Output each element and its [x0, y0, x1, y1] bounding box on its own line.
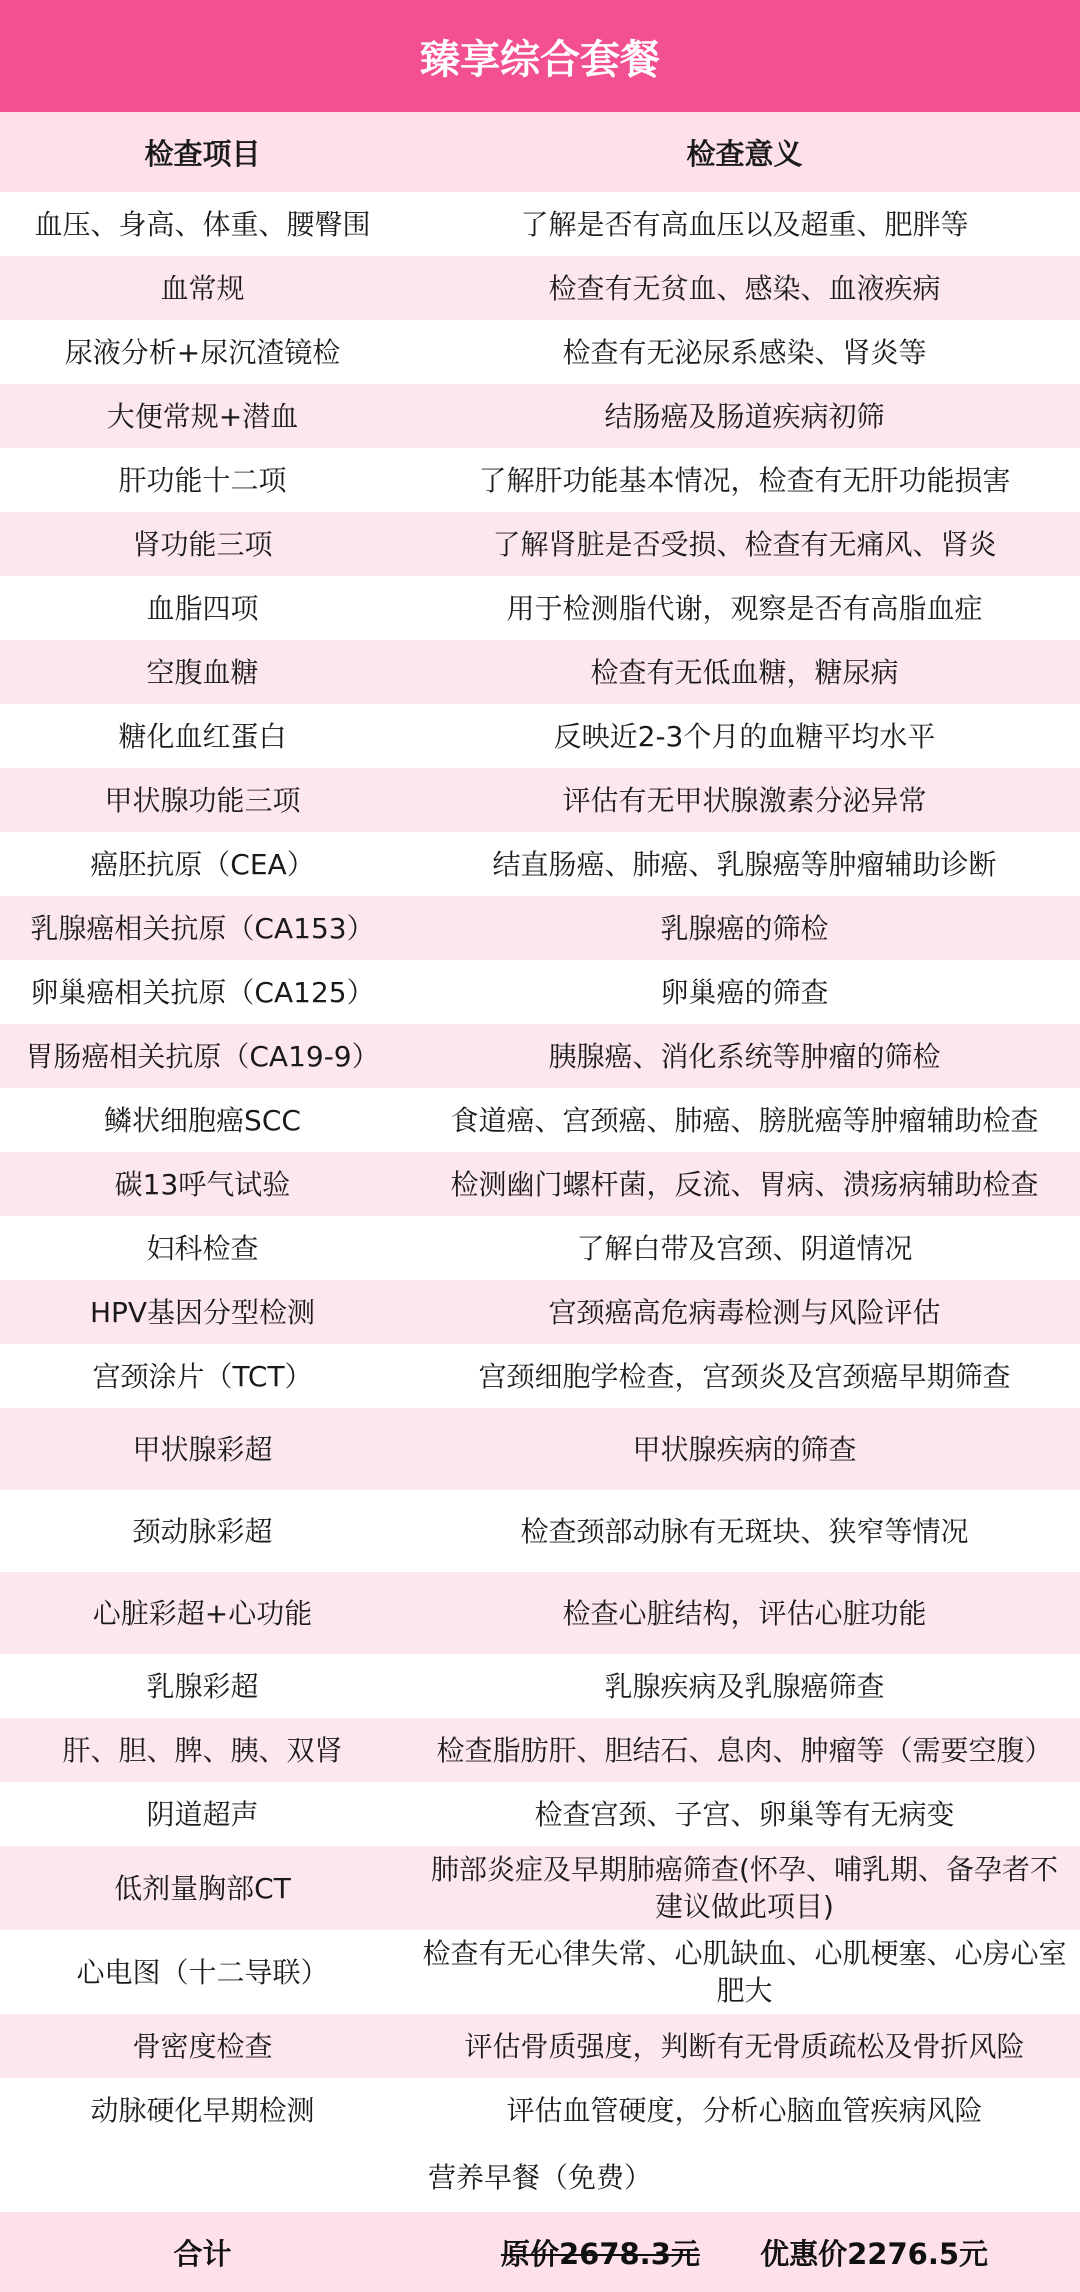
row-item: 空腹血糖	[146, 655, 259, 689]
table-row	[0, 1572, 1080, 1654]
row-meaning: 卵巢癌的筛查	[660, 975, 829, 1009]
table-row	[0, 1280, 1080, 1344]
table-header	[0, 112, 1080, 192]
table-row	[0, 1152, 1080, 1216]
row-meaning: 宫颈癌高危病毒检测与风险评估	[548, 1295, 941, 1329]
row-meaning: 评估骨质强度，判断有无骨质疏松及骨折风险	[464, 2029, 1025, 2063]
row-item: 宫颈涂片（TCT）	[92, 1359, 313, 1393]
table-row	[0, 576, 1080, 640]
row-meaning: 结直肠癌、肺癌、乳腺癌等肿瘤辅助诊断	[492, 847, 997, 881]
row-meaning: 评估有无甲状腺激素分泌异常	[562, 783, 927, 817]
row-meaning: 结肠癌及肠道疾病初筛	[604, 399, 885, 433]
row-meaning: 检查心脏结构，评估心脏功能	[562, 1596, 927, 1630]
table-row	[0, 1846, 1080, 1930]
table-row	[0, 320, 1080, 384]
row-meaning: 评估血管硬度，分析心脑血管疾病风险	[506, 2093, 983, 2127]
row-item: 妇科检查	[146, 1231, 259, 1265]
table-row	[0, 1344, 1080, 1408]
table-row	[0, 1930, 1080, 2014]
row-item: 血常规	[160, 271, 245, 305]
row-item: 血压、身高、体重、腰臀围	[34, 207, 371, 241]
breakfast-row	[0, 2142, 1080, 2212]
row-meaning: 检查有无泌尿系感染、肾炎等	[562, 335, 927, 369]
total-prices	[405, 2232, 1080, 2273]
row-item: 糖化血红蛋白	[118, 719, 287, 753]
row-item: 卵巢癌相关抗原（CA125）	[30, 975, 375, 1009]
table-row	[0, 1024, 1080, 1088]
row-item: 鳞状细胞癌SCC	[104, 1103, 301, 1137]
row-meaning: 乳腺癌的筛检	[660, 911, 829, 945]
table-row	[0, 192, 1080, 256]
row-meaning: 检查宫颈、子宫、卵巢等有无病变	[534, 1797, 955, 1831]
table-row	[0, 1718, 1080, 1782]
row-item: 肝、胆、脾、胰、双肾	[62, 1733, 343, 1767]
row-item: 血脂四项	[146, 591, 259, 625]
table-row	[0, 640, 1080, 704]
table-row	[0, 960, 1080, 1024]
total-label: 合计	[173, 2236, 232, 2271]
table-row	[0, 1490, 1080, 1572]
row-item: 心电图（十二导联）	[76, 1955, 329, 1989]
row-meaning: 反映近2-3个月的血糖平均水平	[553, 719, 936, 753]
row-meaning: 胰腺癌、消化系统等肿瘤的筛检	[548, 1039, 941, 1073]
row-item: 骨密度检查	[132, 2029, 273, 2063]
original-price: 原价2678.3元	[500, 2236, 700, 2271]
row-meaning: 检查有无低血糖，糖尿病	[590, 655, 899, 689]
row-meaning: 宫颈细胞学检查，宫颈炎及宫颈癌早期筛查	[478, 1359, 1011, 1393]
package-title: 臻享综合套餐	[0, 0, 1080, 112]
table-row	[0, 256, 1080, 320]
row-meaning: 了解肾脏是否受损、检查有无痛风、肾炎	[492, 527, 997, 561]
table-row	[0, 768, 1080, 832]
breakfast-label: 营养早餐（免费）	[427, 2160, 652, 2194]
row-meaning: 检查有无心律失常、心肌缺血、心肌梗塞、心房心室肥大	[422, 1937, 1067, 2007]
row-item: 心脏彩超+心功能	[92, 1596, 313, 1630]
table-row	[0, 1654, 1080, 1718]
row-meaning: 检测幽门螺杆菌，反流、胃病、溃疡病辅助检查	[450, 1167, 1039, 1201]
header-meaning: 检查意义	[686, 136, 803, 171]
row-meaning: 了解白带及宫颈、阴道情况	[576, 1231, 913, 1265]
row-item: 乳腺彩超	[146, 1669, 259, 1703]
row-item: 肝功能十二项	[118, 463, 287, 497]
table-row	[0, 832, 1080, 896]
row-item: 胃肠癌相关抗原（CA19-9）	[25, 1039, 380, 1073]
table-row	[0, 1088, 1080, 1152]
row-item: HPV基因分型检测	[89, 1295, 316, 1329]
table-row	[0, 1782, 1080, 1846]
header-item: 检查项目	[144, 136, 261, 171]
total-row	[0, 2212, 1080, 2292]
row-item: 尿液分析+尿沉渣镜检	[64, 335, 341, 369]
row-meaning: 检查脂肪肝、胆结石、息肉、肿瘤等（需要空腹）	[436, 1733, 1053, 1767]
row-meaning: 肺部炎症及早期肺癌筛查(怀孕、哺乳期、备孕者不建议做此项目)	[431, 1853, 1058, 1923]
table-row	[0, 896, 1080, 960]
row-item: 低剂量胸部CT	[114, 1871, 291, 1905]
table-row	[0, 2014, 1080, 2078]
table-row	[0, 384, 1080, 448]
row-item: 大便常规+潜血	[106, 399, 299, 433]
table-row	[0, 448, 1080, 512]
row-item: 甲状腺功能三项	[104, 783, 301, 817]
row-meaning: 用于检测脂代谢，观察是否有高脂血症	[506, 591, 983, 625]
table-row	[0, 2078, 1080, 2142]
row-item: 乳腺癌相关抗原（CA153）	[30, 911, 375, 945]
row-meaning: 了解肝功能基本情况，检查有无肝功能损害	[478, 463, 1011, 497]
table-body	[0, 192, 1080, 2142]
row-meaning: 检查有无贫血、感染、血液疾病	[548, 271, 941, 305]
row-item: 动脉硬化早期检测	[90, 2093, 315, 2127]
row-meaning: 了解是否有高血压以及超重、肥胖等	[520, 207, 969, 241]
row-meaning: 检查颈部动脉有无斑块、狭窄等情况	[520, 1514, 969, 1548]
row-item: 甲状腺彩超	[132, 1432, 273, 1466]
row-meaning: 甲状腺疾病的筛查	[632, 1432, 857, 1466]
table-row	[0, 704, 1080, 768]
row-item: 颈动脉彩超	[132, 1514, 273, 1548]
row-meaning: 食道癌、宫颈癌、肺癌、膀胱癌等肿瘤辅助检查	[450, 1103, 1039, 1137]
row-item: 碳13呼气试验	[114, 1167, 291, 1201]
table-row	[0, 1408, 1080, 1490]
row-item: 阴道超声	[146, 1797, 259, 1831]
discount-price: 优惠价2276.5元	[760, 2236, 989, 2271]
row-meaning: 乳腺疾病及乳腺癌筛查	[604, 1669, 885, 1703]
table-row	[0, 512, 1080, 576]
table-row	[0, 1216, 1080, 1280]
row-item: 肾功能三项	[132, 527, 273, 561]
row-item: 癌胚抗原（CEA）	[90, 847, 315, 881]
